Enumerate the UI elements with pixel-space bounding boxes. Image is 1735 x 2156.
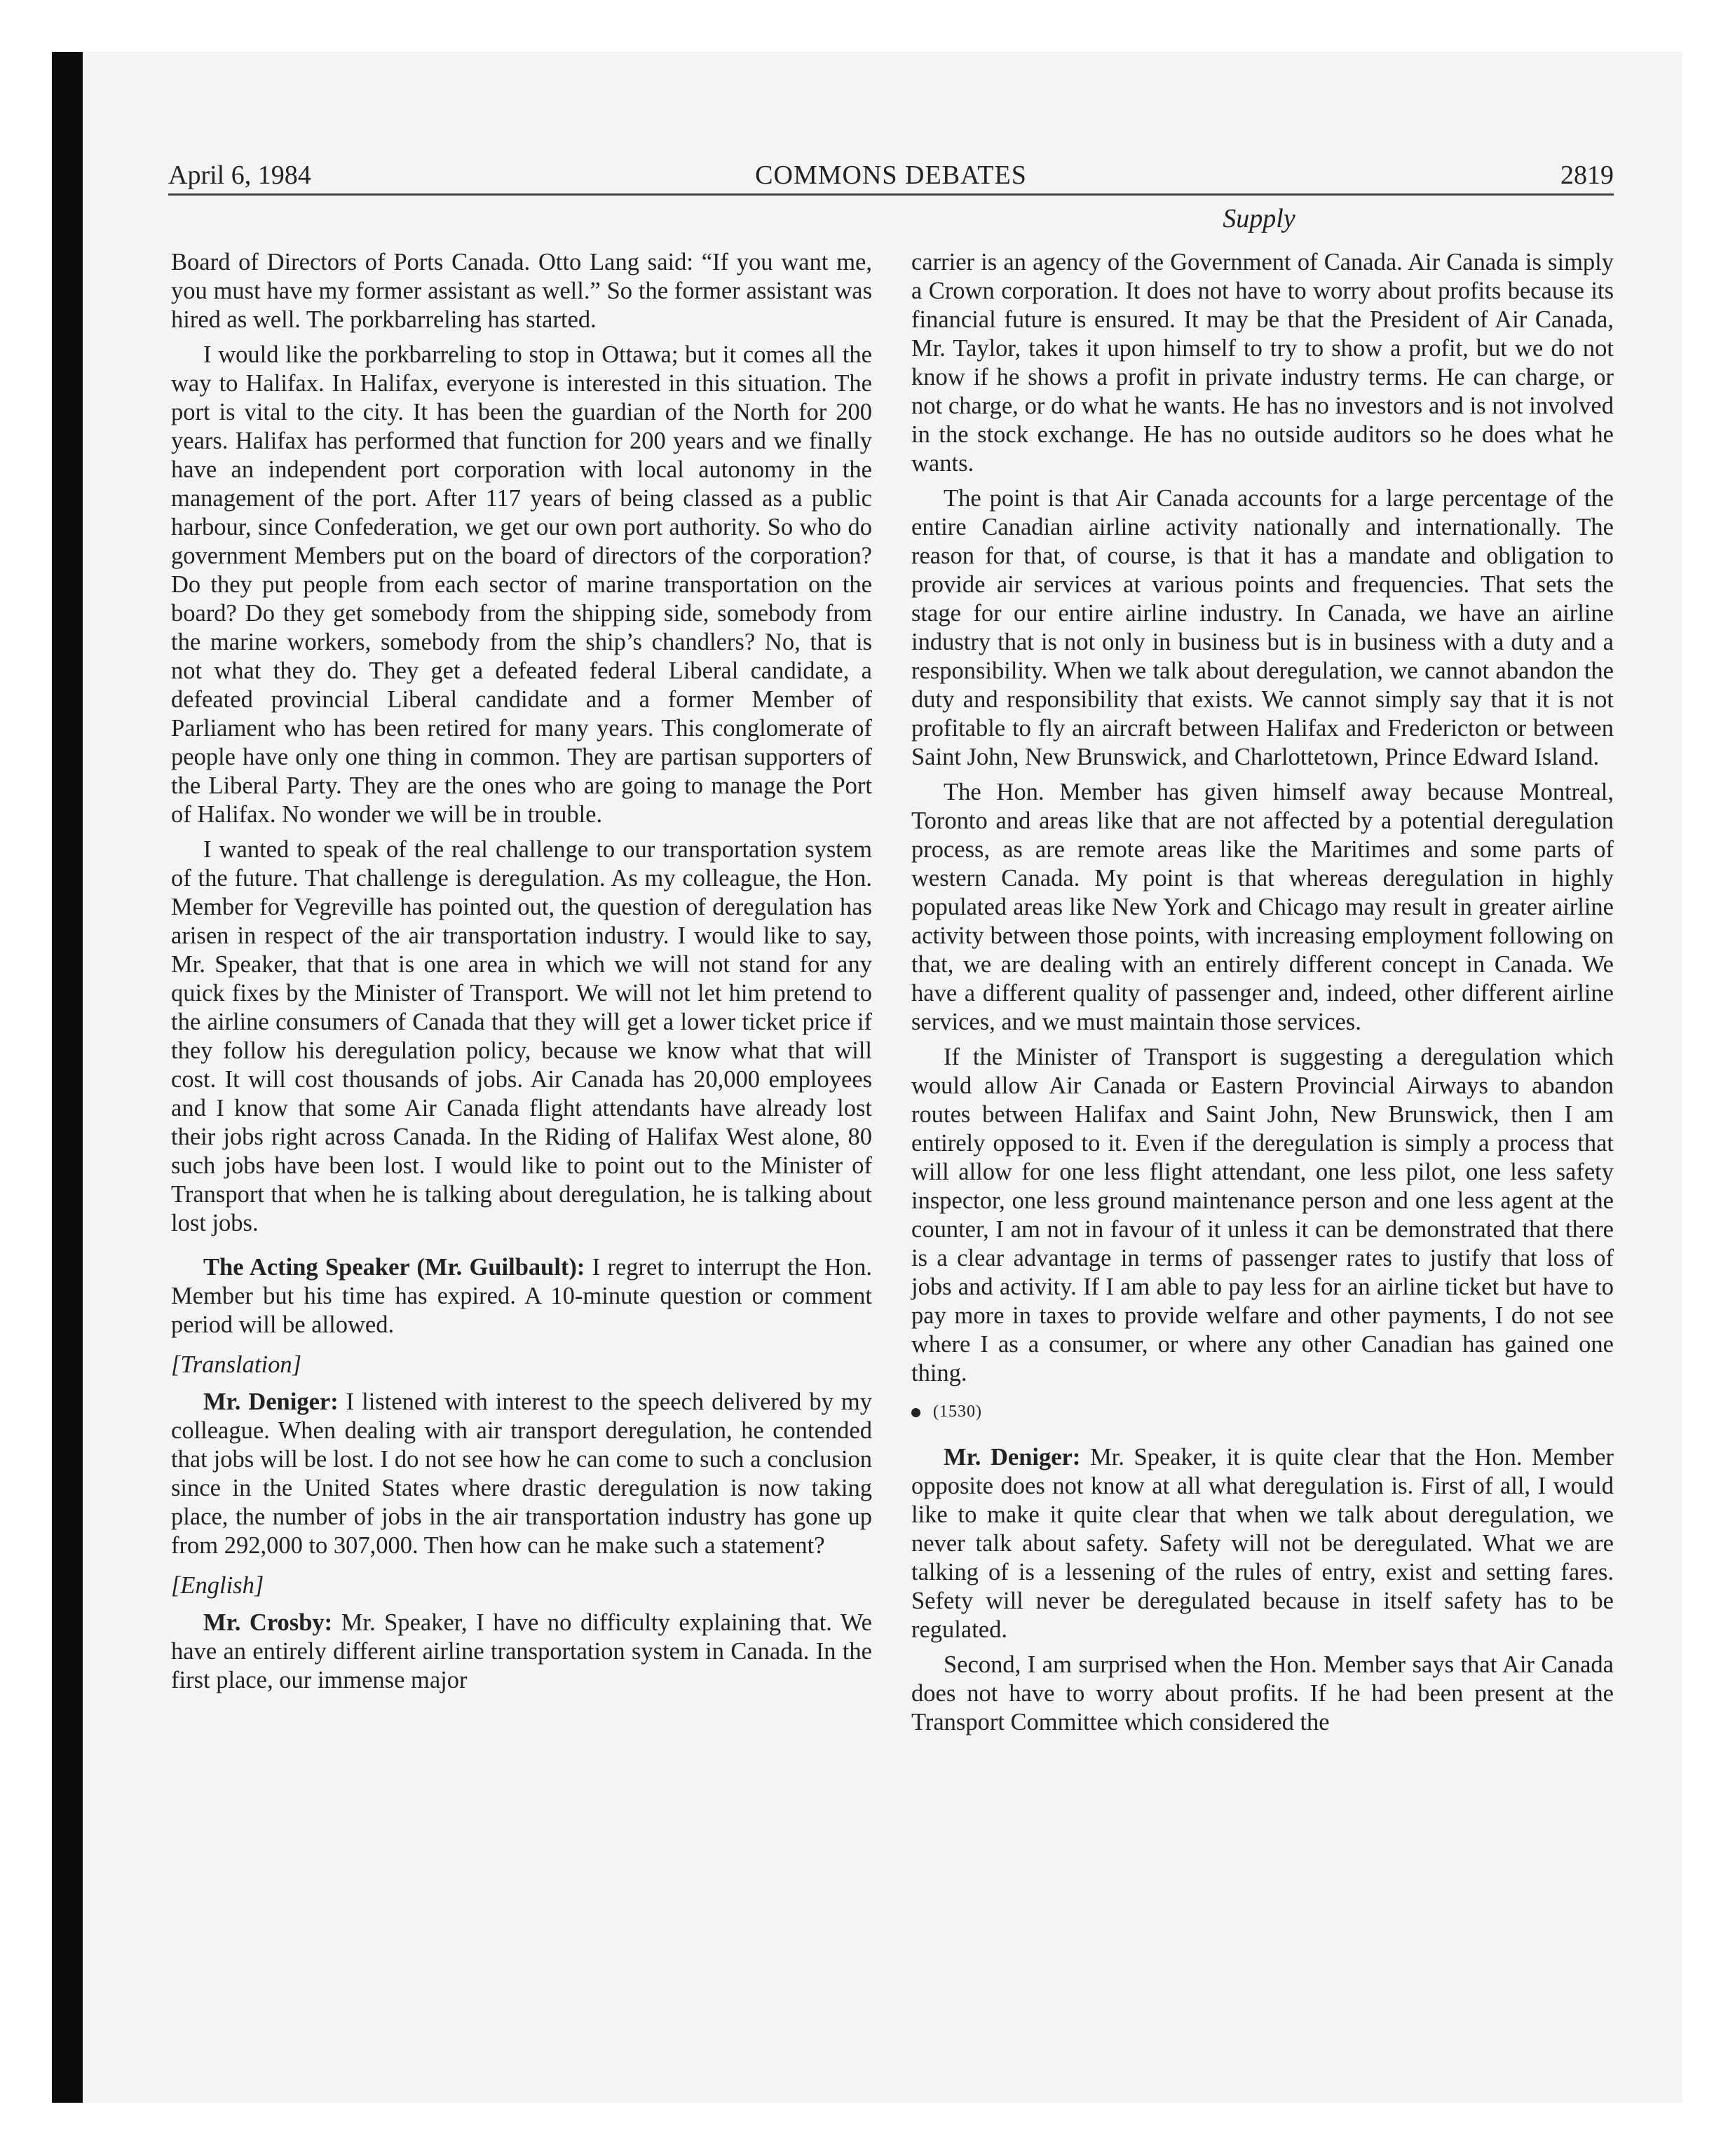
bullet-icon (911, 1408, 920, 1417)
scan-edge-shadow (52, 52, 83, 2103)
paragraph: carrier is an agency of the Government of Canada. Air Canada is simply a Crown corporation. It does not have to worry about profits because its financial future is ensured. It may be that the President of Air Canada, Mr. Taylor, takes it upon himself to try to show a profit, but we do not know if he shows a profit in private industry terms. He can charge, or not charge, or do what he wants. He has no investors and is not involved in the stock exchange. He has no outside auditors so he does what he wants. (911, 249, 1614, 477)
speech-text: I regret to interrupt the Hon. Member but his time has expired. A 10-minute question or comment period will be allowed. (171, 1254, 872, 1338)
paragraph: Second, I am surprised when the Hon. Member says that Air Canada does not have to worry about profits. If he had been present at the Transport Committee which considered the (911, 1651, 1614, 1735)
speaker-name: Mr. Deniger: (203, 1389, 339, 1415)
header-title: COMMONS DEBATES (755, 161, 1027, 190)
speaker-name: Mr. Crosby: (203, 1609, 333, 1636)
timestamp: (1530) (933, 1403, 982, 1421)
paragraph: I would like the porkbarreling to stop in Ottawa; but it comes all the way to Halifax. In Halifax, everyone is interested in this situation. The port is vital to the city. It has been the guardian of the North for 200 years. Halifax has performed that function for 200 years and we finally have an independent port corporation with local autonomy in the management of the port. After 117 years of being classed as a public harbour, since Confederation, we get our own port authority. So who do government Members put on the board of directors of the corporation? Do they put people from each sector of marine transportation on the board? Do they get somebody from the shipping side, somebody from the marine workers, somebody from the ship’s chandlers? No, that is not what they do. They get a defeated federal Liberal candidate, a defeated provincial Liberal candidate and a former Member of Parliament who has been retired for many years. This conglomerate of people have only one thing in common. They are partisan supporters of the Liberal Party. They are the ones who are going to manage the Port of Halifax. No wonder we will be in trouble. (171, 341, 872, 828)
timestamp-marker (911, 1398, 1614, 1426)
left-column (171, 248, 872, 1701)
paragraph: The Hon. Member has given himself away because Montreal, Toronto and areas like that are not affected by a potential deregulation process, as are remote areas like the Maritimes and some parts of western Canada. My point is that whereas deregulation in highly populated areas like New York and Chicago may result in greater airline activity between those points, with increasing employment following on that, we are dealing with an entirely different concept in Canada. We have a different quality of passenger and, indeed, other different airline services, and we must maintain those services. (911, 779, 1614, 1035)
header-date: April 6, 1984 (168, 161, 311, 190)
speech-text: Mr. Speaker, it is quite clear that the Hon. Member opposite does not know at all what deregulation is. First of all, I would like to make it quite clear that when we talk about deregulation, we never talk about safety. Safety will not be deregulated. What we are talking of is a lessening of the rules of entry, exist and setting fares. Sefety will never be deregulated because in itself safety has to be regulated. (911, 1444, 1614, 1643)
section-heading: Supply (1223, 204, 1295, 233)
paragraph: I wanted to speak of the real challenge to our transportation system of the future. That challenge is deregulation. As my colleague, the Hon. Member for Vegreville has pointed out, the question of deregulation has arisen in respect of the air transportation industry. I would like to say, Mr. Speaker, that that is one area in which we will not stand for any quick fixes by the Minister of Transport. We will not let him pretend to the airline consumers of Canada that they will get a lower ticket price if they follow his deregulation policy, because we know what that will cost. It will cost thousands of jobs. Air Canada has 20,000 employees and I know that some Air Canada flight attendants have already lost their jobs right across Canada. In the Riding of Halifax West alone, 80 such jobs have been lost. I would like to point out to the Minister of Transport that when he is talking about deregulation, he is talking about lost jobs. (171, 836, 872, 1236)
speech-text: Mr. Speaker, I have no difficulty explaining that. We have an entirely different airline transportation system in Canada. In the first place, our immense major (171, 1609, 872, 1693)
speech-text: I listened with interest to the speech delivered by my colleague. When dealing with air transport deregulation, he contended that jobs will be lost. I do not see how he can come to such a conclusion since in the United States where drastic deregulation is now taking place, the number of jobs in the air transportation industry has gone up from 292,000 to 307,000. Then how can he make such a statement? (171, 1389, 872, 1559)
right-column (911, 248, 1614, 1743)
paragraph: Board of Directors of Ports Canada. Otto Lang said: “If you want me, you must have my former assistant as well.” So the former assistant was hired as well. The porkbarreling has started. (171, 249, 872, 333)
page-number: 2819 (1560, 161, 1614, 190)
paragraph (171, 1609, 872, 1695)
paragraph (171, 1388, 872, 1560)
paragraph: If the Minister of Transport is suggesting a deregulation which would allow Air Canada or Eastern Provincial Airways to abandon routes between Halifax and Saint John, New Brunswick, then I am entirely opposed to it. Even if the deregulation is simply a process that will allow for one less flight attendant, one less pilot, one less safety inspector, one less ground maintenance person and one less agent at the counter, I am not in favour of it unless it can be demonstrated that there is a clear advantage in terms of passenger rates to justify that loss of jobs and activity. If I am able to pay less for an airline ticket but have to pay more in taxes to provide welfare and other payments, I do not see where I as a consumer, or where any other Canadian has gained one thing. (911, 1044, 1614, 1386)
speaker-name: The Acting Speaker (Mr. Guilbault): (203, 1254, 585, 1281)
language-label: [Translation] (171, 1351, 301, 1378)
language-label: [English] (171, 1572, 264, 1599)
speaker-name: Mr. Deniger: (944, 1444, 1081, 1471)
page-header (168, 157, 1614, 196)
paragraph (911, 1443, 1614, 1644)
paragraph (171, 1253, 872, 1339)
paragraph: The point is that Air Canada accounts for a large percentage of the entire Canadian airline activity nationally and internationally. The reason for that, of course, is that it has a mandate and obligation to provide air services at various points and frequencies. That sets the stage for our entire airline industry. In Canada, we have an airline industry that is not only in business but is in business with a duty and a responsibility. When we talk about deregulation, we cannot abandon the duty and responsibility that exists. We cannot simply say that it is not profitable to fly an aircraft between Halifax and Fredericton or between Saint John, New Brunswick, and Charlottetown, Prince Edward Island. (911, 485, 1614, 770)
